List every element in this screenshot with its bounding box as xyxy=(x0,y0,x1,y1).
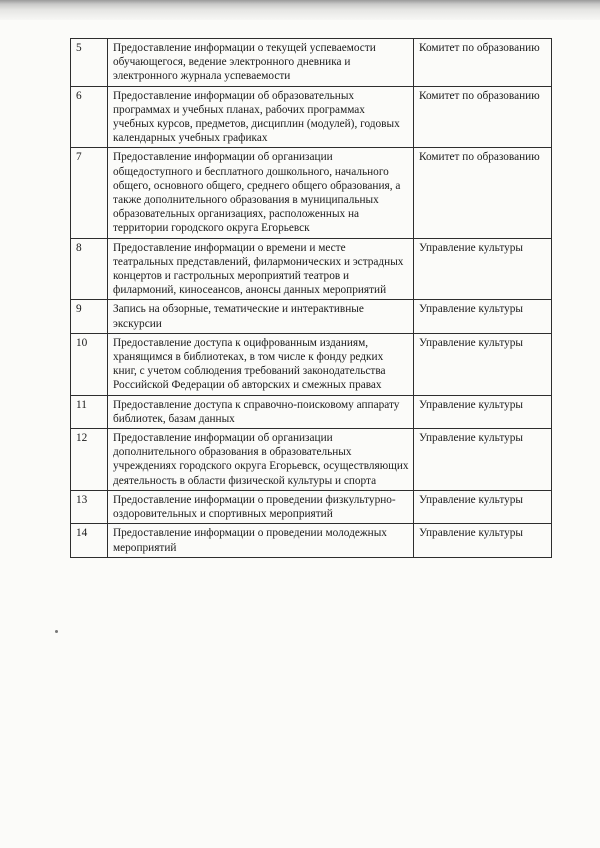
services-table xyxy=(70,38,552,558)
responsible-body: Управление культуры xyxy=(414,395,552,428)
table-row xyxy=(71,86,552,148)
row-number: 6 xyxy=(71,86,108,148)
service-description: Предоставление информации о времени и месте театральных представлений, филармонических и эстрадных концертов и гастрольных мероприятий театров и филармоний, киносеансов, анонсы данных мероприятий xyxy=(108,238,414,300)
service-description: Предоставление информации об организации общедоступного и бесплатного дошкольного, начального общего, основного общего, среднего общего образования, а также дополнительного образования в муниципальных образовательных организациях, расположенных на территории городского округа Егорьевск xyxy=(108,148,414,238)
row-number: 8 xyxy=(71,238,108,300)
row-number: 7 xyxy=(71,148,108,238)
table-row xyxy=(71,148,552,238)
responsible-body: Управление культуры xyxy=(414,300,552,333)
service-description: Предоставление доступа к справочно-поисковому аппарату библиотек, базам данных xyxy=(108,395,414,428)
row-number: 5 xyxy=(71,39,108,87)
service-description: Предоставление информации о проведении молодежных мероприятий xyxy=(108,524,414,557)
table-row xyxy=(71,300,552,333)
responsible-body: Управление культуры xyxy=(414,333,552,395)
responsible-body: Управление культуры xyxy=(414,238,552,300)
service-description: Запись на обзорные, тематические и интерактивные экскурсии xyxy=(108,300,414,333)
responsible-body: Комитет по образованию xyxy=(414,148,552,238)
row-number: 11 xyxy=(71,395,108,428)
responsible-body: Комитет по образованию xyxy=(414,86,552,148)
table-row xyxy=(71,39,552,87)
table-row xyxy=(71,490,552,523)
scan-top-edge xyxy=(0,0,600,20)
service-description: Предоставление информации о текущей успеваемости обучающегося, ведение электронного дневника и электронного журнала успеваемости xyxy=(108,39,414,87)
responsible-body: Комитет по образованию xyxy=(414,39,552,87)
service-description: Предоставление информации об организации дополнительного образования в образовательных учреждениях городского округа Егорьевск, осуществляющих деятельность в области физической культуры и спорта xyxy=(108,429,414,491)
service-description: Предоставление доступа к оцифрованным изданиям, хранящимся в библиотеках, в том числе к фонду редких книг, с учетом соблюдения требований законодательства Российской Федерации об авторских и смежных правах xyxy=(108,333,414,395)
row-number: 10 xyxy=(71,333,108,395)
service-description: Предоставление информации о проведении физкультурно-оздоровительных и спортивных мероприятий xyxy=(108,490,414,523)
table-row xyxy=(71,333,552,395)
row-number: 12 xyxy=(71,429,108,491)
table-row xyxy=(71,429,552,491)
row-number: 14 xyxy=(71,524,108,557)
table-row xyxy=(71,524,552,557)
table-row xyxy=(71,395,552,428)
scan-speck xyxy=(55,630,58,633)
responsible-body: Управление культуры xyxy=(414,429,552,491)
responsible-body: Управление культуры xyxy=(414,490,552,523)
responsible-body: Управление культуры xyxy=(414,524,552,557)
row-number: 9 xyxy=(71,300,108,333)
table-row xyxy=(71,238,552,300)
row-number: 13 xyxy=(71,490,108,523)
service-description: Предоставление информации об образовательных программах и учебных планах, рабочих программах учебных курсов, предметов, дисциплин (модулей), годовых календарных учебных графиках xyxy=(108,86,414,148)
